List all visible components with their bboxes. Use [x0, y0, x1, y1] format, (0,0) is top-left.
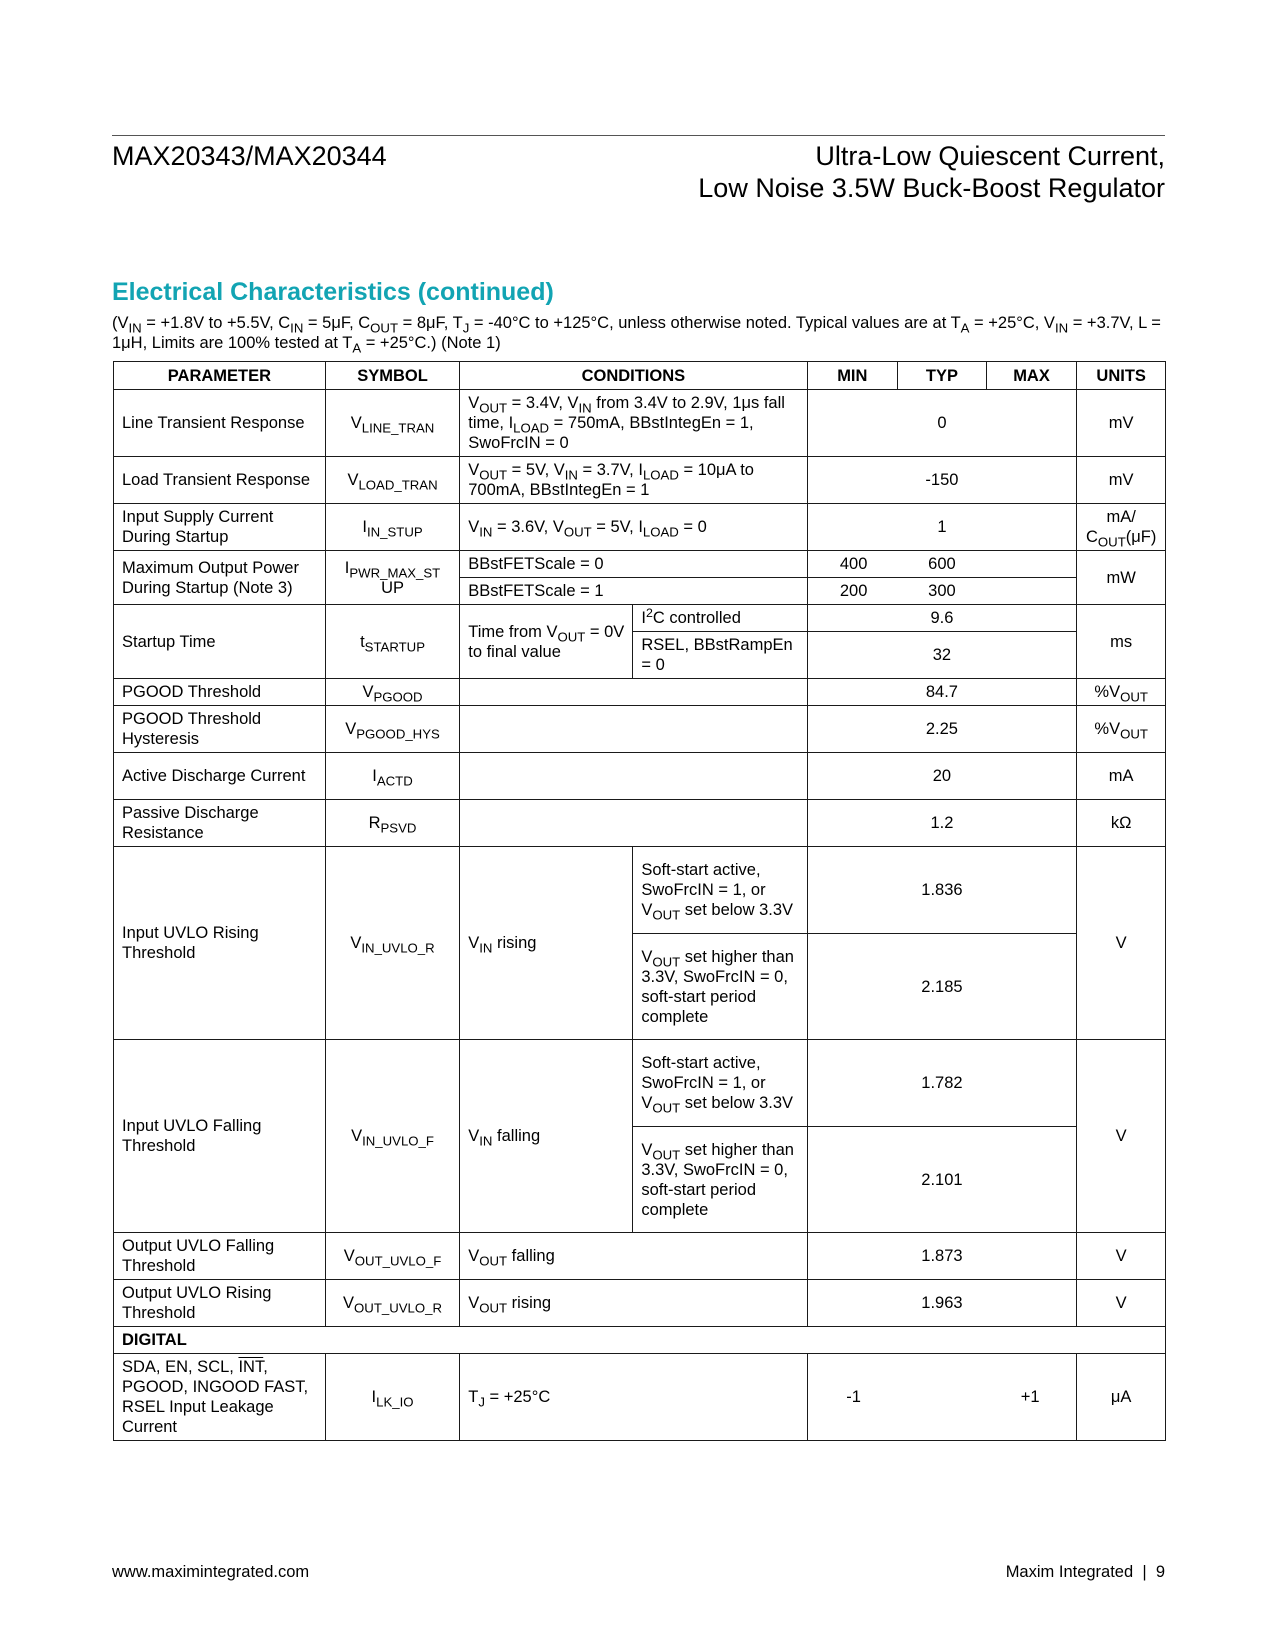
param-cell: PGOOD Threshold Hysteresis	[114, 706, 326, 753]
col-typ: TYP	[898, 362, 987, 390]
col-conditions: CONDITIONS	[460, 362, 807, 390]
units-cell: ms	[1077, 605, 1166, 679]
conditions-cell: $T_J = +25^\circ C$	[460, 1354, 807, 1441]
param-cell: Passive Discharge Resistance	[114, 800, 326, 847]
typ-cell: 84.7	[807, 679, 1077, 706]
sub-conditions-cell: Soft-start active, SwoFrcIN = 1, or $V_{OUT}$ set below 3.3V	[633, 1040, 807, 1127]
symbol-cell: $I_{ACTD}$	[325, 753, 459, 800]
sub-conditions-cell: Soft-start active, SwoFrcIN = 1, or $V_{OUT}$ set below 3.3V	[633, 847, 807, 934]
conditions-cell: $V_{IN}$ rising	[460, 847, 633, 1040]
param-cell: Output UVLO Falling Threshold	[114, 1233, 326, 1280]
units-cell: kΩ	[1077, 800, 1166, 847]
conditions-cell: BBstFETScale = 1	[460, 578, 807, 605]
table-row	[114, 847, 1166, 934]
units-cell: μA	[1077, 1354, 1166, 1441]
symbol-cell: $V_{PGOOD}$	[325, 679, 459, 706]
typ-cell: 1.873	[807, 1233, 1077, 1280]
col-min: MIN	[807, 362, 898, 390]
col-units: UNITS	[1077, 362, 1166, 390]
conditions-cell	[460, 679, 807, 706]
typ-cell: 20	[807, 753, 1077, 800]
symbol-cell: $t_{STARTUP}$	[325, 605, 459, 679]
units-cell: $\%V_{OUT}$	[1077, 706, 1166, 753]
typ-cell: 0	[807, 390, 1077, 457]
conditions-cell: $V_{OUT}$ rising	[460, 1280, 807, 1327]
table-row	[114, 504, 1166, 551]
conditions-cell	[460, 706, 807, 753]
typ-cell: 1.782	[807, 1040, 1077, 1127]
param-cell: Startup Time	[114, 605, 326, 679]
units-cell: mV	[1077, 390, 1166, 457]
symbol-cell: $R_{PSVD}$	[325, 800, 459, 847]
param-cell: Line Transient Response	[114, 390, 326, 457]
units-cell: mV	[1077, 457, 1166, 504]
symbol-cell: $V_{LOAD\_TRAN}$	[325, 457, 459, 504]
symbol-cell: $V_{IN\_UVLO\_R}$	[325, 847, 459, 1040]
param-cell: Input Supply Current During Startup	[114, 504, 326, 551]
col-parameter: PARAMETER	[114, 362, 326, 390]
int-overline-label: $\overline{INT}$	[238, 1358, 264, 1376]
typ-cell: 9.6	[807, 605, 1077, 632]
units-cell: V	[1077, 1280, 1166, 1327]
units-cell: $\%V_{OUT}$	[1077, 679, 1166, 706]
footer-page-info: Maxim Integrated | 9	[1005, 1563, 1165, 1581]
group-header-digital: DIGITAL	[114, 1327, 1166, 1354]
typ-cell: 2.25	[807, 706, 1077, 753]
table-header-row	[114, 362, 1166, 390]
units-cell: mA	[1077, 753, 1166, 800]
table-row	[114, 1040, 1166, 1127]
units-cell: mW	[1077, 551, 1166, 605]
sub-conditions-cell: $I^2C$ controlled	[633, 605, 807, 632]
param-cell: Output UVLO Rising Threshold	[114, 1280, 326, 1327]
param-cell: Input UVLO Falling Threshold	[114, 1040, 326, 1233]
col-max: MAX	[986, 362, 1077, 390]
typ-cell: 32	[807, 632, 1077, 679]
units-cell: V	[1077, 1233, 1166, 1280]
part-number: MAX20343/MAX20344	[112, 141, 387, 171]
symbol-cell: $V_{PGOOD\_HYS}$	[325, 706, 459, 753]
symbol-cell: $V_{OUT\_UVLO\_R}$	[325, 1280, 459, 1327]
table-row	[114, 753, 1166, 800]
symbol-cell: $I_{PWR\_MAX\_ST}$ UP	[325, 551, 459, 605]
table-row	[114, 1280, 1166, 1327]
conditions-cell: $V_{OUT} = 3.4V$, $V_{IN}$ from 3.4V to 2.9V, 1μs fall time, $I_{LOAD} = 750mA$, BBstIntegEn = 1, SwoFrcIN = 0	[460, 390, 807, 457]
typ-cell: 1.963	[807, 1280, 1077, 1327]
table-row	[114, 1354, 1166, 1441]
min-typ-max-cell: 400 600	[807, 551, 1077, 578]
symbol-cell: $I_{IN\_STUP}$	[325, 504, 459, 551]
page-number: 9	[1155, 1563, 1165, 1581]
units-cell: V	[1077, 1040, 1166, 1233]
electrical-characteristics-table	[113, 361, 1166, 1441]
conditions-cell: $V_{IN} = 3.6V$, $V_{OUT} = 5V$, $I_{LOAD} = 0$	[460, 504, 807, 551]
header-rule	[112, 135, 1165, 136]
document-title-line1: Ultra-Low Quiescent Current,	[815, 141, 1165, 171]
conditions-cell: $V_{IN}$ falling	[460, 1040, 633, 1233]
document-title-line2: Low Noise 3.5W Buck-Boost Regulator	[698, 173, 1165, 203]
units-cell: mA/ $C_{OUT}(\mu F)$	[1077, 504, 1166, 551]
col-symbol: SYMBOL	[325, 362, 459, 390]
typ-cell: 1.836	[807, 847, 1077, 934]
typ-cell: 1	[807, 504, 1077, 551]
test-conditions: ($V_{IN} = +1.8V$ to +5.5V, $C_{IN} = 5\mu F$, $C_{OUT} = 8\mu F$, $T_J = -40^\circ C$ to +125°C, unless otherwise noted. Typical values are at $T_A = +25^\circ C$, $V_{IN} = +3.7V$, L = 1μH, Limits are 100% tested at $T_A = +25^\circ C$.) (Note 1)	[112, 314, 1161, 356]
table-row	[114, 800, 1166, 847]
symbol-cell: $V_{LINE\_TRAN}$	[325, 390, 459, 457]
document-title	[698, 140, 1165, 204]
symbol-cell: $I_{LK\_IO}$	[325, 1354, 459, 1441]
conditions-cell	[460, 753, 807, 800]
conditions-cell: $V_{OUT}$ falling	[460, 1233, 807, 1280]
conditions-cell: BBstFETScale = 0	[460, 551, 807, 578]
conditions-cell	[460, 800, 807, 847]
table-row	[114, 551, 1166, 578]
table-row	[114, 390, 1166, 457]
param-cell: Input UVLO Rising Threshold	[114, 847, 326, 1040]
table-row	[114, 605, 1166, 632]
sub-conditions-cell: $V_{OUT}$ set higher than 3.3V, SwoFrcIN = 0, soft-start period complete	[633, 1127, 807, 1233]
table-row	[114, 706, 1166, 753]
conditions-cell: Time from $V_{OUT} = 0V$ to final value	[460, 605, 633, 679]
typ-cell: 2.185	[807, 934, 1077, 1040]
footer-website-link[interactable]: www.maximintegrated.com	[112, 1563, 310, 1581]
sub-conditions-cell: RSEL, BBstRampEn = 0	[633, 632, 807, 679]
typ-cell: -150	[807, 457, 1077, 504]
units-cell: V	[1077, 847, 1166, 1040]
symbol-cell: $V_{OUT\_UVLO\_F}$	[325, 1233, 459, 1280]
typ-cell: 2.101	[807, 1127, 1077, 1233]
param-cell: Maximum Output Power During Startup (Note 3)	[114, 551, 326, 605]
table-row	[114, 679, 1166, 706]
section-title: Electrical Characteristics (continued)	[112, 278, 554, 306]
typ-cell: 1.2	[807, 800, 1077, 847]
table-row	[114, 1233, 1166, 1280]
table-row	[114, 457, 1166, 504]
param-cell: PGOOD Threshold	[114, 679, 326, 706]
param-cell: SDA, EN, SCL, $\overline{INT}$, PGOOD, INGOOD FAST, RSEL Input Leakage Current	[114, 1354, 326, 1441]
symbol-cell: $V_{IN\_UVLO\_F}$	[325, 1040, 459, 1233]
param-cell: Load Transient Response	[114, 457, 326, 504]
min-typ-max-cell: 200 300	[807, 578, 1077, 605]
min-typ-max-cell: -1 +1	[807, 1354, 1077, 1441]
sub-conditions-cell: $V_{OUT}$ set higher than 3.3V, SwoFrcIN = 0, soft-start period complete	[633, 934, 807, 1040]
conditions-cell: $V_{OUT} = 5V$, $V_{IN} = 3.7V$, $I_{LOAD} = 10\mu A$ to 700mA, BBstIntegEn = 1	[460, 457, 807, 504]
group-header-row	[114, 1327, 1166, 1354]
param-cell: Active Discharge Current	[114, 753, 326, 800]
